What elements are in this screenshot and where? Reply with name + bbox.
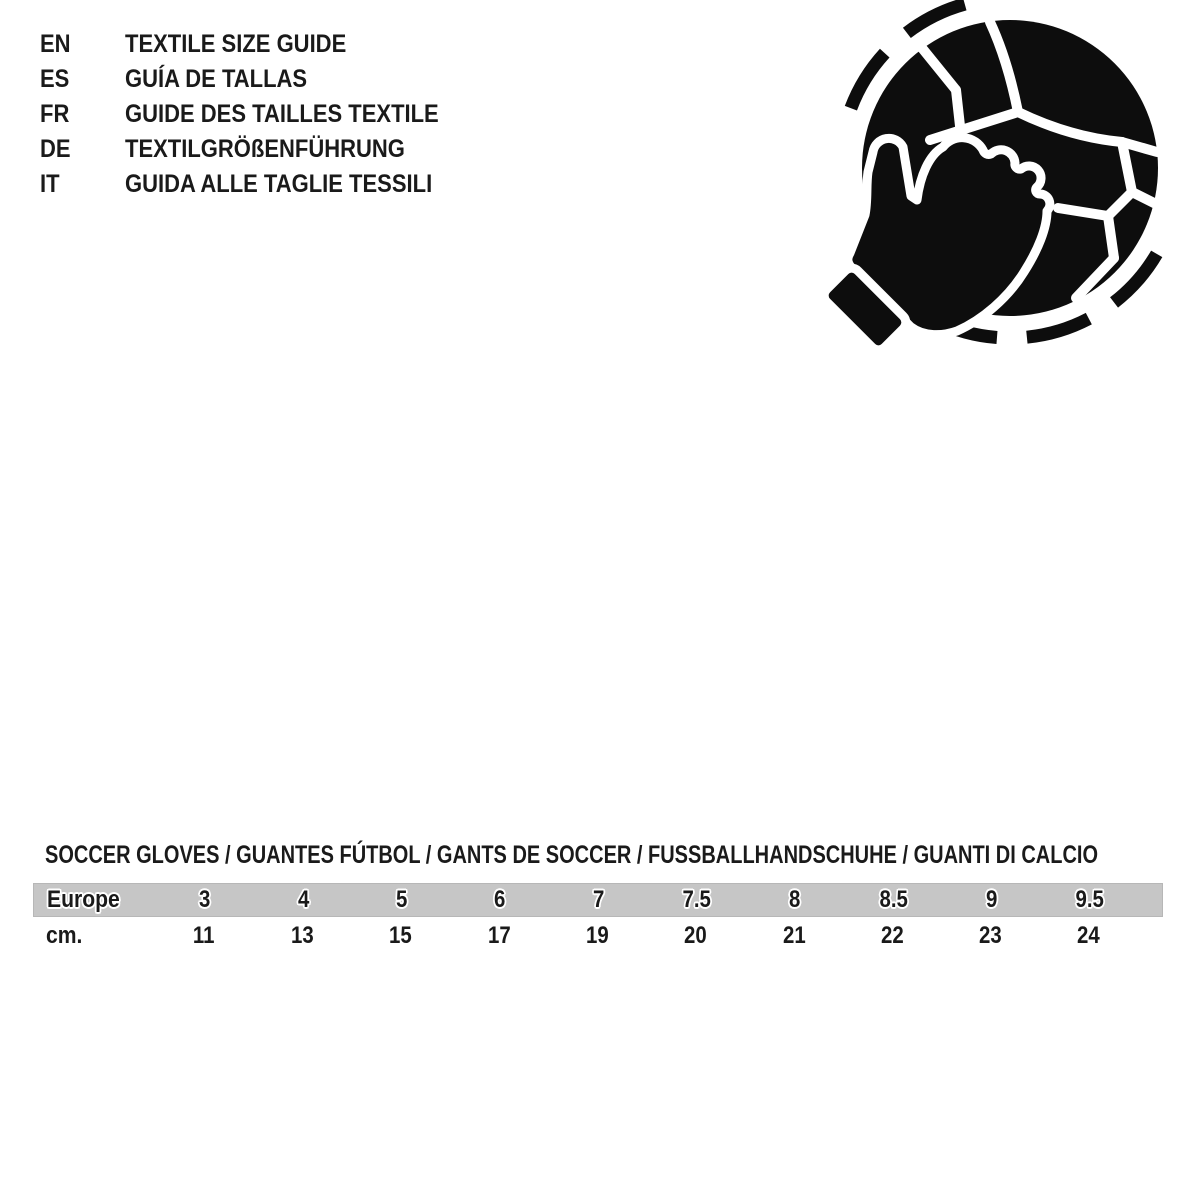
size-eu-cell: 9 [985, 886, 998, 913]
size-cm-cell: 20 [684, 921, 707, 949]
language-row-it [40, 167, 481, 202]
language-row-fr [40, 97, 481, 132]
size-eu-cell: 7.5 [682, 886, 711, 913]
size-cm-cell: 23 [979, 921, 1002, 949]
language-label: TEXTILGRÖßENFÜHRUNG [124, 135, 405, 163]
language-code: IT [40, 170, 60, 198]
size-table-title: SOCCER GLOVES / GUANTES FÚTBOL / GANTS DE SOCCER / FUSSBALLHANDSCHUHE / GUANTI DI CALCIO [45, 841, 1099, 869]
size-row-cm [33, 917, 1163, 954]
size-eu-cell: 8.5 [879, 886, 908, 913]
size-cm-cell: 22 [880, 921, 904, 949]
language-code: EN [40, 30, 71, 58]
size-cm-cell: 24 [1077, 921, 1101, 949]
size-cm-cell: 15 [389, 921, 413, 949]
soccer-glove-icon-svg [810, 0, 1190, 380]
language-row-en [40, 27, 481, 62]
language-code: DE [40, 135, 71, 163]
language-label: GUIDE DES TAILLES TEXTILE [124, 100, 439, 128]
language-label: TEXTILE SIZE GUIDE [124, 30, 347, 58]
size-row-europe [33, 883, 1163, 917]
size-eu-cell: 9.5 [1075, 886, 1104, 913]
size-cm-cell: 21 [782, 921, 806, 949]
language-code: FR [40, 100, 70, 128]
size-eu-cell: 4 [297, 886, 310, 913]
goalkeeper-glove-ball-icon [810, 0, 1190, 380]
size-eu-cell: 3 [199, 886, 211, 913]
size-cm-cell: 19 [585, 921, 609, 949]
size-eu-cell: 7 [592, 886, 605, 913]
size-guide-section [33, 841, 1163, 954]
language-row-es [40, 62, 481, 97]
size-cm-cell: 11 [193, 921, 215, 949]
size-eu-cell: 8 [789, 886, 801, 913]
row-label-cm: cm. [46, 921, 83, 949]
size-eu-cell: 5 [396, 886, 408, 913]
row-label-europe: Europe [47, 886, 120, 913]
language-code: ES [40, 65, 70, 93]
language-label: GUIDA ALLE TAGLIE TESSILI [124, 170, 433, 198]
size-cm-cell: 13 [291, 921, 314, 949]
language-list [40, 27, 481, 202]
language-label: GUÍA DE TALLAS [124, 65, 308, 93]
size-cm-cell: 17 [487, 921, 511, 949]
language-row-de [40, 132, 481, 167]
size-eu-cell: 6 [494, 886, 506, 913]
